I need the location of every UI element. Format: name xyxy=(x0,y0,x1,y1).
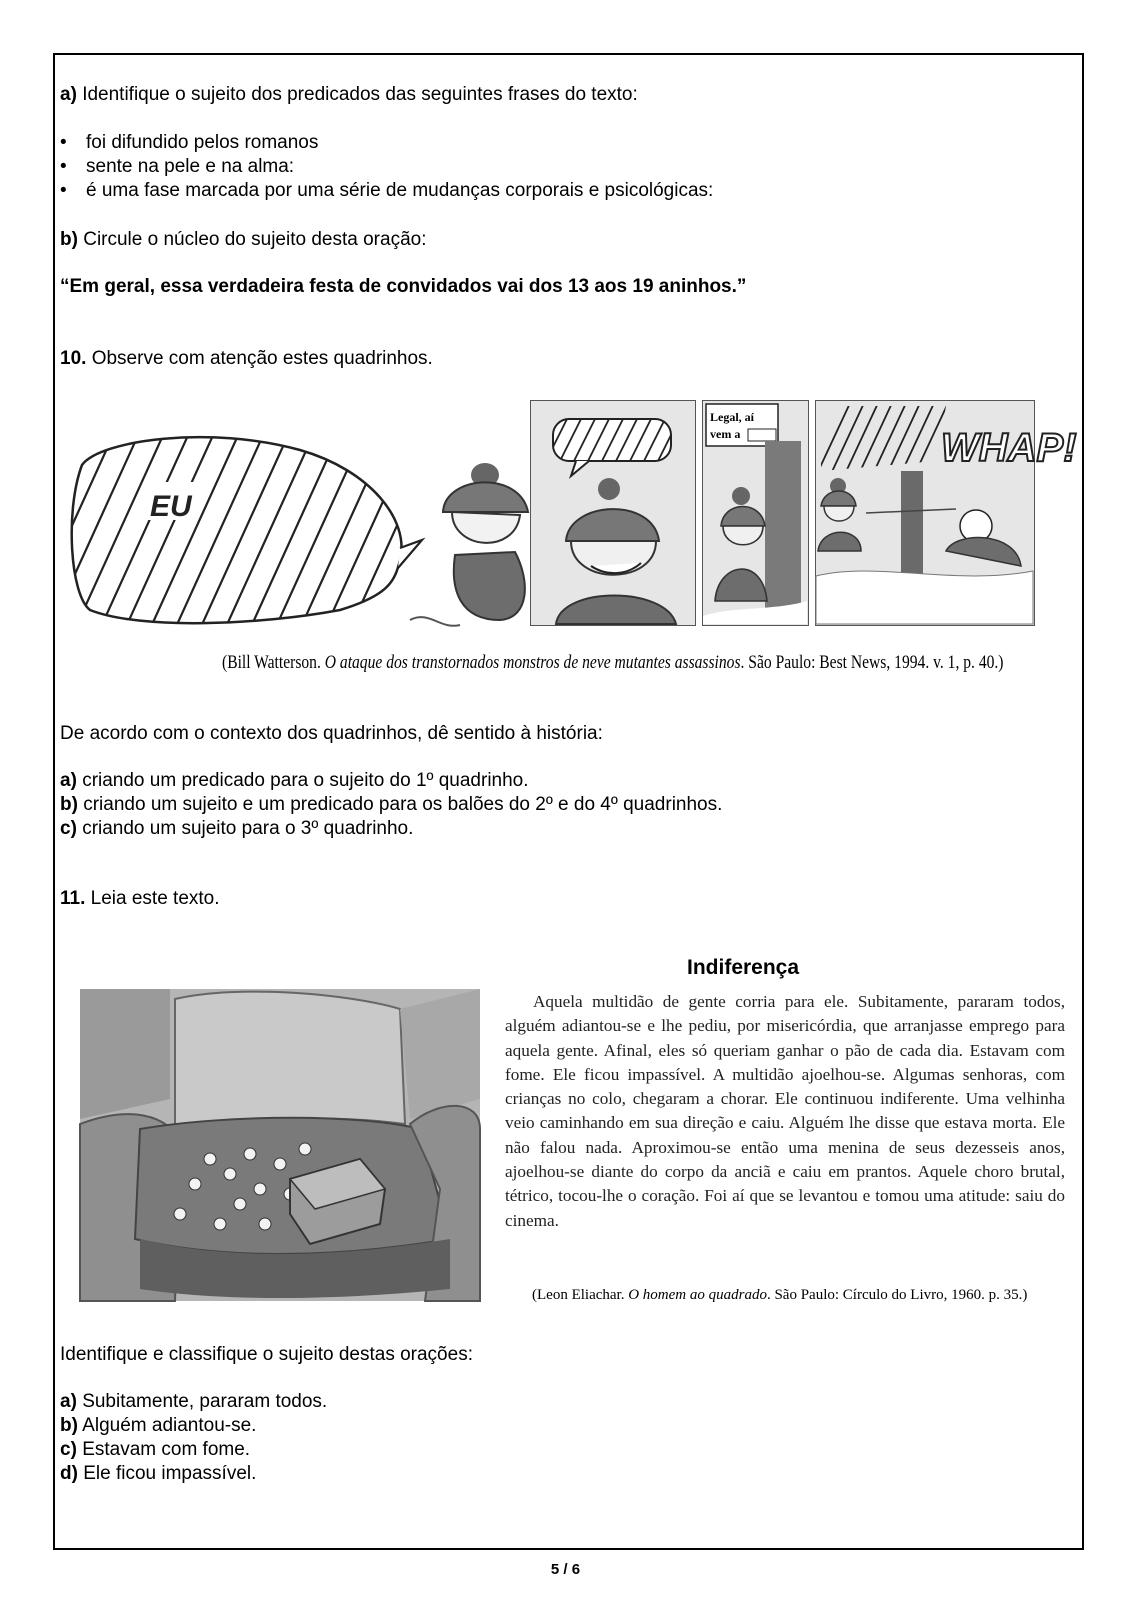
page-number: 5 / 6 xyxy=(550,1561,581,1578)
bullet-item: • sente na pele e na alma: xyxy=(60,156,295,177)
item-label: d) xyxy=(60,1463,78,1484)
item-label: b) xyxy=(60,794,78,815)
panel3-text-2: vem a xyxy=(710,427,741,441)
credit-title: O homem ao quadrado xyxy=(628,1287,767,1303)
item-label: c) xyxy=(60,1439,77,1460)
credit-rest: . São Paulo: Best News, 1994. v. 1, p. 40.) xyxy=(740,652,1004,673)
q11-item xyxy=(60,1414,256,1438)
bullet-item: • foi difundido pelos romanos xyxy=(60,132,319,153)
q9-a-line xyxy=(60,83,638,107)
speech-balloon xyxy=(72,437,402,623)
q9-a-text: Identifique o sujeito dos predicados das seguintes frases do texto: xyxy=(82,84,638,105)
item-text: criando um sujeito para o 3º quadrinho. xyxy=(82,818,414,839)
bullet-item: • é uma fase marcada por uma série de mudanças corporais e psicológicas: xyxy=(60,180,714,201)
q11-item xyxy=(60,1462,256,1486)
item-text: criando um predicado para o sujeito do 1º quadrinho. xyxy=(82,770,529,791)
bullet-text: é uma fase marcada por uma série de mudanças corporais e psicológicas: xyxy=(86,180,714,201)
item-text: Ele ficou impassível. xyxy=(83,1463,257,1484)
item-text: Subitamente, pararam todos. xyxy=(82,1391,328,1412)
item-text: criando um sujeito e um predicado para os balões do 2º e do 4º quadrinhos. xyxy=(83,794,723,815)
credit-title: O ataque dos transtornados monstros de neve mutantes assassinos xyxy=(324,652,741,673)
q10-number: 10. xyxy=(60,348,87,369)
credit-rest: . São Paulo: Círculo do Livro, 1960. p. 35.) xyxy=(766,1287,1028,1303)
q10-instruction: De acordo com o contexto dos quadrinhos, dê sentido à história: xyxy=(60,723,603,744)
bullet-text: sente na pele e na alma: xyxy=(86,156,295,177)
q11-item xyxy=(60,1390,327,1414)
cinema-seat-illustration xyxy=(80,989,480,1301)
item-label: a) xyxy=(60,1391,77,1412)
q9-b-line xyxy=(60,228,426,252)
q11-intro: Leia este texto. xyxy=(90,888,220,909)
bullet-text: foi difundido pelos romanos xyxy=(86,132,319,153)
item-text: Estavam com fome. xyxy=(82,1439,251,1460)
panel3-text-1: Legal, aí xyxy=(710,410,754,424)
item-label: b) xyxy=(60,1415,78,1436)
q9-b-text: Circule o núcleo do sujeito desta oração: xyxy=(83,229,427,250)
q10-item xyxy=(60,769,529,793)
q9-a-label: a) xyxy=(60,84,77,105)
story-title: Indiferença xyxy=(687,956,800,979)
story-text: Aquela multidão de gente corria para ele. Subitamente, pararam todos, alguém adiantou-se e lhe pediu, por misericórdia, que arranjasse emprego para aquela gente. Afinal, eles só queriam ganhar o pão de cada dia. Estavam com fome. Ele ficou impassível. A multidão ajoelhou-se. Algumas senhoras, com crianças no colo, chegaram a chorar. Ele continuou indiferente. Uma velhinha veio caminhando em sua direção e caiu. Alguém lhe disse que estava morta. Ele não falou nada. Aproximou-se então uma menina de seus dezesseis anos, ajoelhou-se diante do corpo da anciã e caiu em prantos. Aquele choro brutal, tétrico, tocou-lhe o coração. Foi aí que se levantou e tomou uma atitude: saiu do cinema. xyxy=(505,992,1065,1230)
comic-panel-2 xyxy=(530,400,696,626)
q10-intro: Observe com atenção estes quadrinhos. xyxy=(91,348,433,369)
balloon-word: EU xyxy=(150,490,192,523)
comic-credit xyxy=(222,652,1003,674)
item-label: a) xyxy=(60,770,77,791)
q11-item xyxy=(60,1438,250,1462)
q9-quote: “Em geral, essa verdadeira festa de convidados vai dos 13 aos 19 aninhos.” xyxy=(60,276,747,297)
item-text: Alguém adiantou-se. xyxy=(82,1415,257,1436)
item-label: c) xyxy=(60,818,77,839)
q11-number: 11. xyxy=(60,888,86,909)
comic-panel-4 xyxy=(815,400,1077,626)
q10-item xyxy=(60,793,722,817)
comic-panel-1 xyxy=(60,420,520,635)
story-credit xyxy=(532,1287,1027,1304)
credit-author: (Bill Watterson. xyxy=(222,652,325,673)
q9-b-label: b) xyxy=(60,229,78,250)
q10-item xyxy=(60,817,413,841)
comic-panel-3 xyxy=(702,400,809,626)
q11-instruction: Identifique e classifique o sujeito destas orações: xyxy=(60,1344,473,1365)
q10-heading xyxy=(60,347,433,371)
sound-effect: WHAP! xyxy=(941,426,1077,470)
q11-heading xyxy=(60,887,220,911)
credit-author: (Leon Eliachar. xyxy=(532,1287,629,1303)
